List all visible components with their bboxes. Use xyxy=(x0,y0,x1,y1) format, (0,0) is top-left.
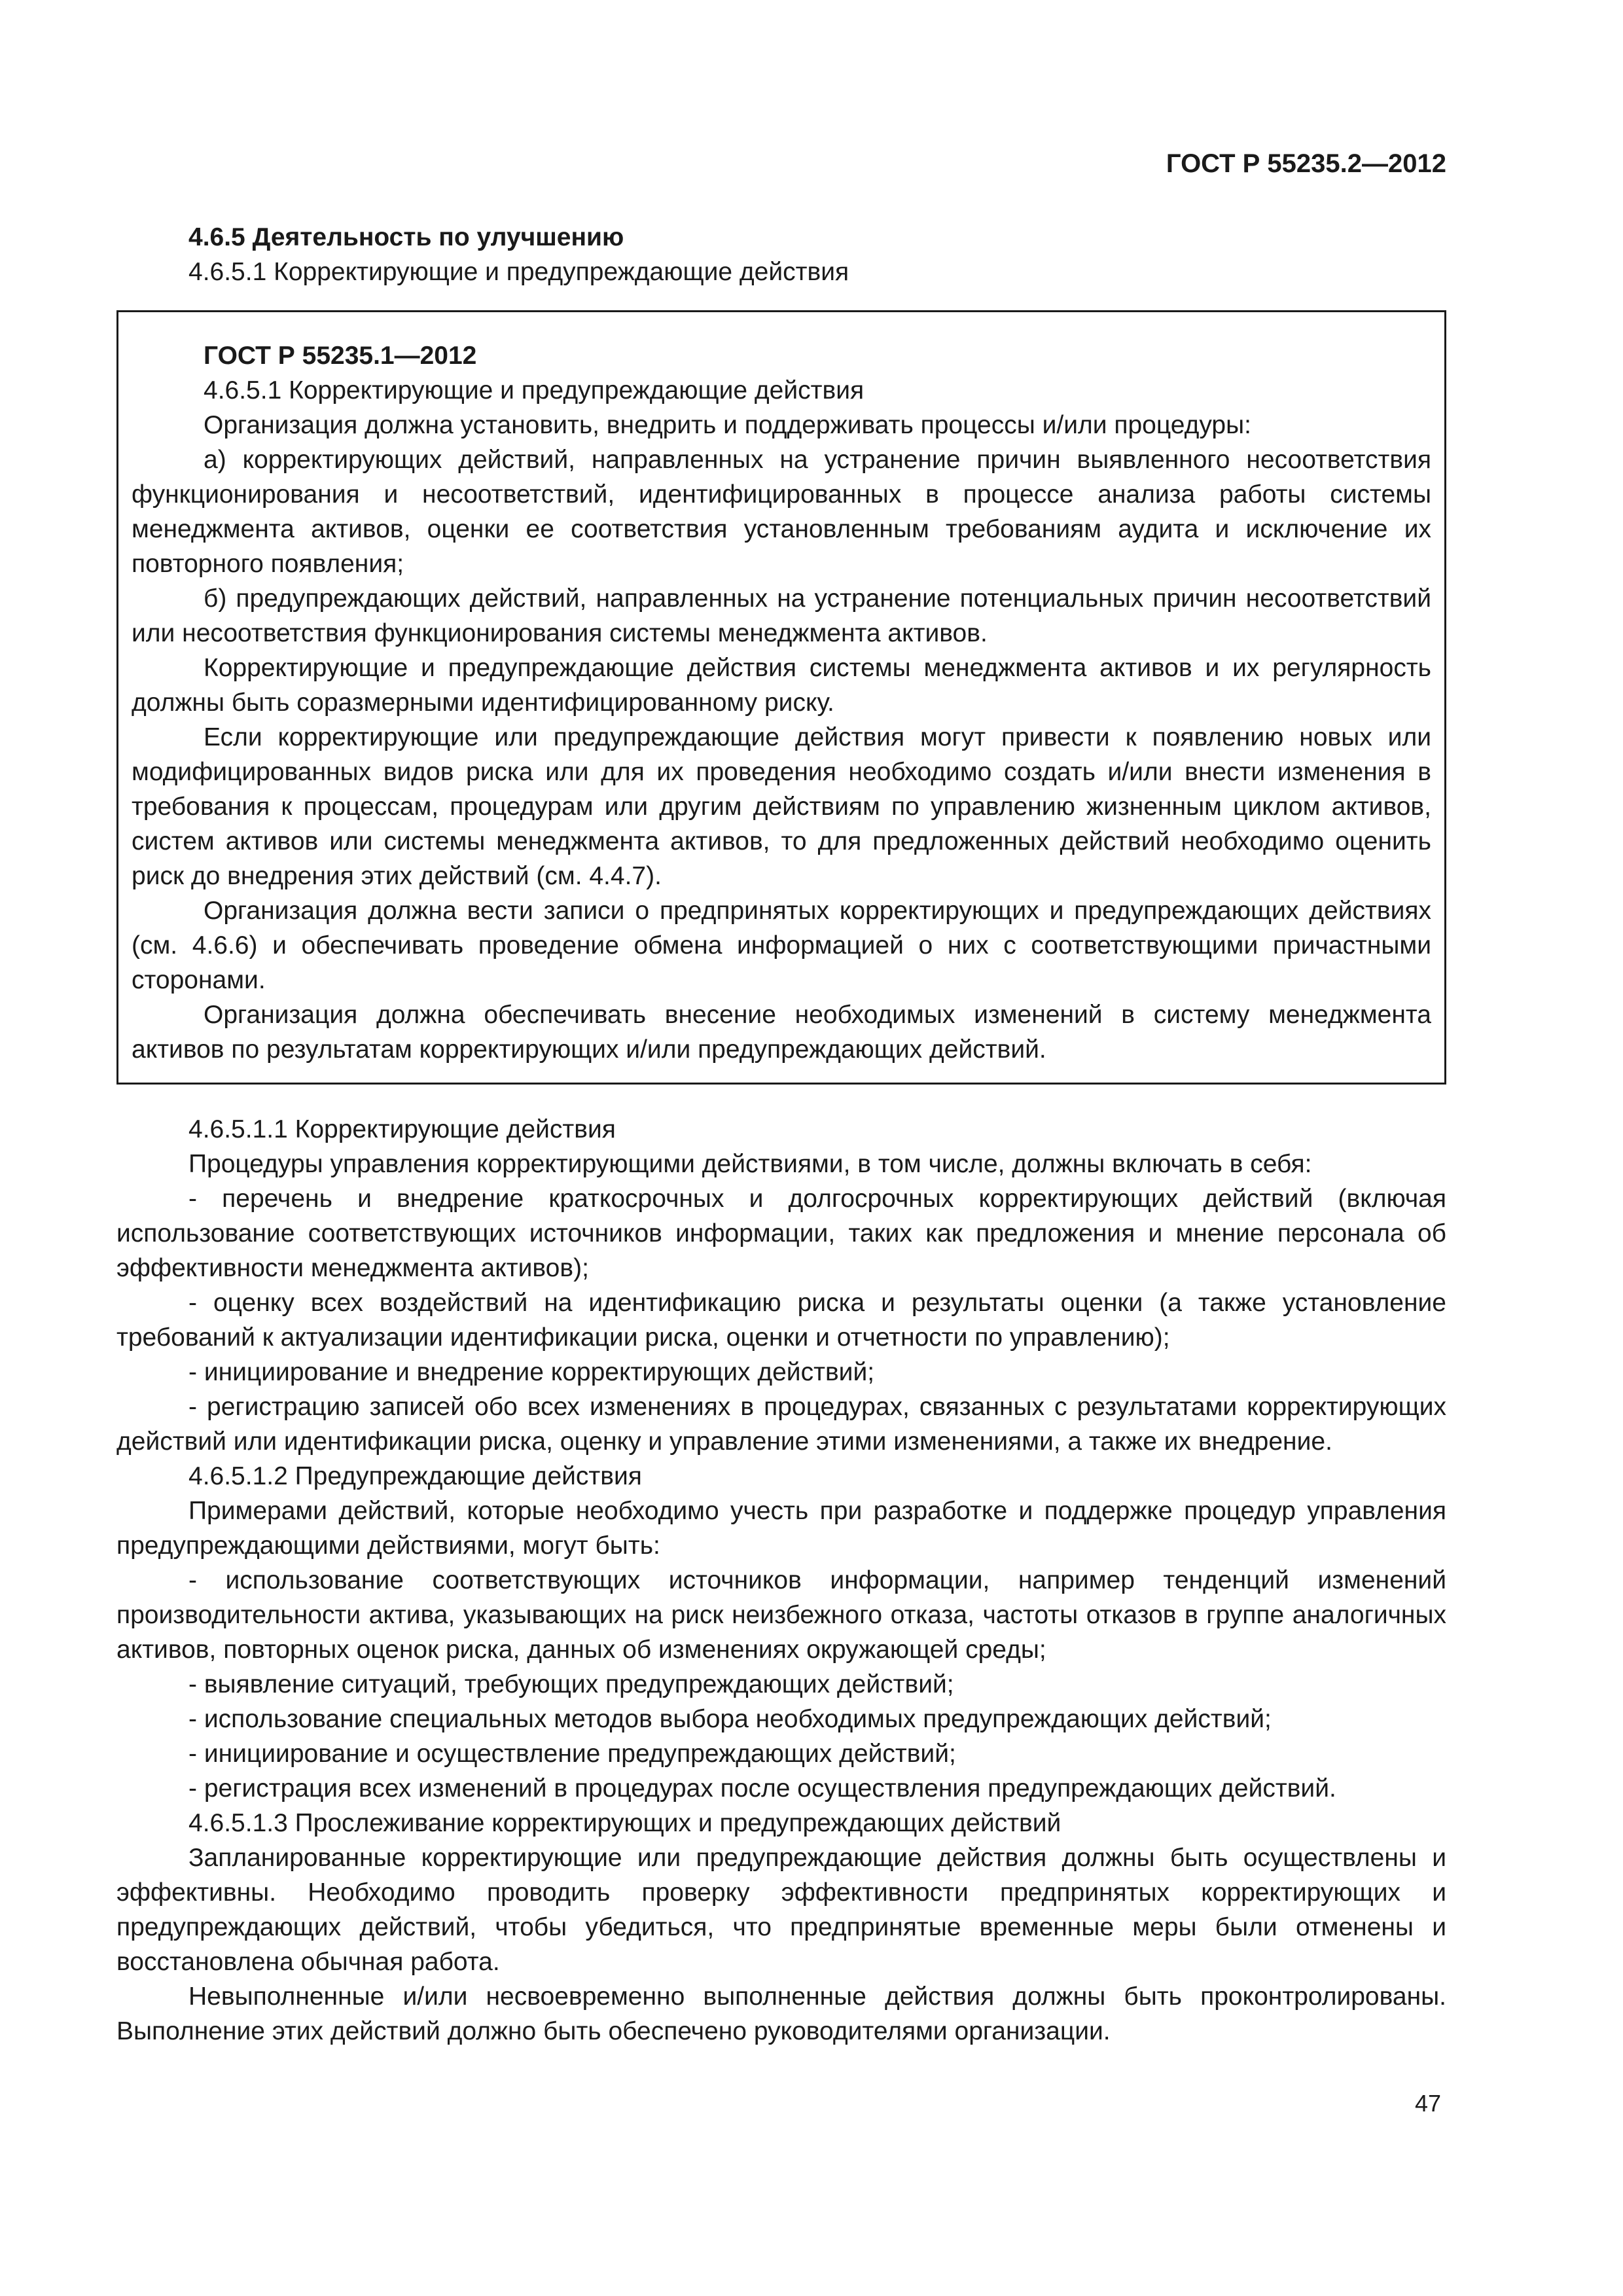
box-paragraph: Организация должна вести записи о предпринятых корректирующих и предупреждающих действиях (см. 4.6.6) и обеспечивать проведение обмена информацией о них с соответствующими причастными сторонами. xyxy=(132,897,1431,994)
document-code-header: ГОСТ Р 55235.2—2012 xyxy=(1166,149,1446,178)
quoted-standard-box xyxy=(116,310,1446,1085)
box-paragraph: Организация должна установить, внедрить и поддерживать процессы и/или процедуры: xyxy=(204,411,1251,439)
list-item: - оценку всех воздействий на идентификацию риска и результаты оценки (а также установление требований к актуализации идентификации риска, оценки и отчетности по управлению); xyxy=(116,1289,1446,1352)
section-title: 4.6.5 Деятельность по улучшению xyxy=(188,223,624,251)
page-number: 47 xyxy=(1414,2090,1441,2117)
box-paragraph: б) предупреждающих действий, направленных на устранение потенциальных причин несоответствий или несоответствия функционирования системы менеджмента активов. xyxy=(132,584,1431,647)
section-subtitle: 4.6.5.1 Корректирующие и предупреждающие действия xyxy=(188,258,849,286)
body-paragraph: Невыполненные и/или несвоевременно выполненные действия должны быть проконтролированы. Выполнение этих действий должно быть обеспечено руководителями организации. xyxy=(116,1982,1446,2045)
list-item: - инициирование и осуществление предупреждающих действий; xyxy=(188,1740,956,1768)
box-paragraph: Организация должна обеспечивать внесение необходимых изменений в систему менеджмента активов по результатам корректирующих и/или предупреждающих действий. xyxy=(132,1001,1431,1064)
body-paragraph: Процедуры управления корректирующими действиями, в том числе, должны включать в себя: xyxy=(188,1150,1312,1178)
list-item: - использование специальных методов выбора необходимых предупреждающих действий; xyxy=(188,1705,1272,1733)
body-text xyxy=(116,1112,1446,2049)
body-paragraph: Примерами действий, которые необходимо учесть при разработке и поддержке процедур управления предупреждающими действиями, могут быть: xyxy=(116,1497,1446,1560)
box-paragraph: Корректирующие и предупреждающие действия системы менеджмента активов и их регулярность должны быть соразмерными идентифицированному риску. xyxy=(132,654,1431,717)
list-item: - инициирование и внедрение корректирующих действий; xyxy=(188,1358,875,1386)
box-paragraph: 4.6.5.1 Корректирующие и предупреждающие действия xyxy=(204,376,865,404)
list-item: - перечень и внедрение краткосрочных и долгосрочных корректирующих действий (включая использование соответствующих источников информации, таких как предложения и мнение персонала об эффективности менеджмента активов); xyxy=(116,1185,1446,1282)
list-item: - использование соответствующих источников информации, например тенденций изменений производительности актива, указывающих на риск неизбежного отказа, частоты отказов в группе аналогичных активов, повторных оценок риска, данных об изменениях окружающей среды; xyxy=(116,1566,1446,1664)
body-paragraph: Запланированные корректирующие или предупреждающие действия должны быть осуществлены и эффективны. Необходимо проводить проверку эффективности предпринятых корректирующих и предупреждающих действий, чтобы убедиться, что предпринятые временные меры были отменены и восстановлена обычная работа. xyxy=(116,1844,1446,1976)
subsection-heading: 4.6.5.1.3 Прослеживание корректирующих и предупреждающих действий xyxy=(188,1809,1061,1837)
page-content xyxy=(116,220,1446,2049)
list-item: - регистрация всех изменений в процедурах после осуществления предупреждающих действий. xyxy=(188,1774,1336,1803)
box-paragraph: Если корректирующие или предупреждающие действия могут привести к появлению новых или модифицированных видов риска или для их проведения необходимо создать и/или внести изменения в требования к процессам, процедурам или другим действиям по управлению жизненным циклом активов, систем активов или системы менеджмента активов, то для предложенных действий необходимо оценить риск до внедрения этих действий (см. 4.4.7). xyxy=(132,723,1431,890)
list-item: - выявление ситуаций, требующих предупреждающих действий; xyxy=(188,1670,954,1698)
box-paragraph: а) корректирующих действий, направленных на устранение причин выявленного несоответствия функционирования и несоответствий, идентифицированных в процессе анализа работы системы менеджмента активов, оценки ее соответствия установленным требованиям аудита и исключение их повторного появления; xyxy=(132,446,1431,578)
subsection-heading: 4.6.5.1.2 Предупреждающие действия xyxy=(188,1462,642,1490)
quoted-standard-title: ГОСТ Р 55235.1—2012 xyxy=(204,342,477,370)
list-item: - регистрацию записей обо всех изменениях в процедурах, связанных с результатами корректирующих действий или идентификации риска, оценку и управление этими изменениями, а также их внедрение. xyxy=(116,1393,1446,1456)
subsection-heading: 4.6.5.1.1 Корректирующие действия xyxy=(188,1115,616,1143)
